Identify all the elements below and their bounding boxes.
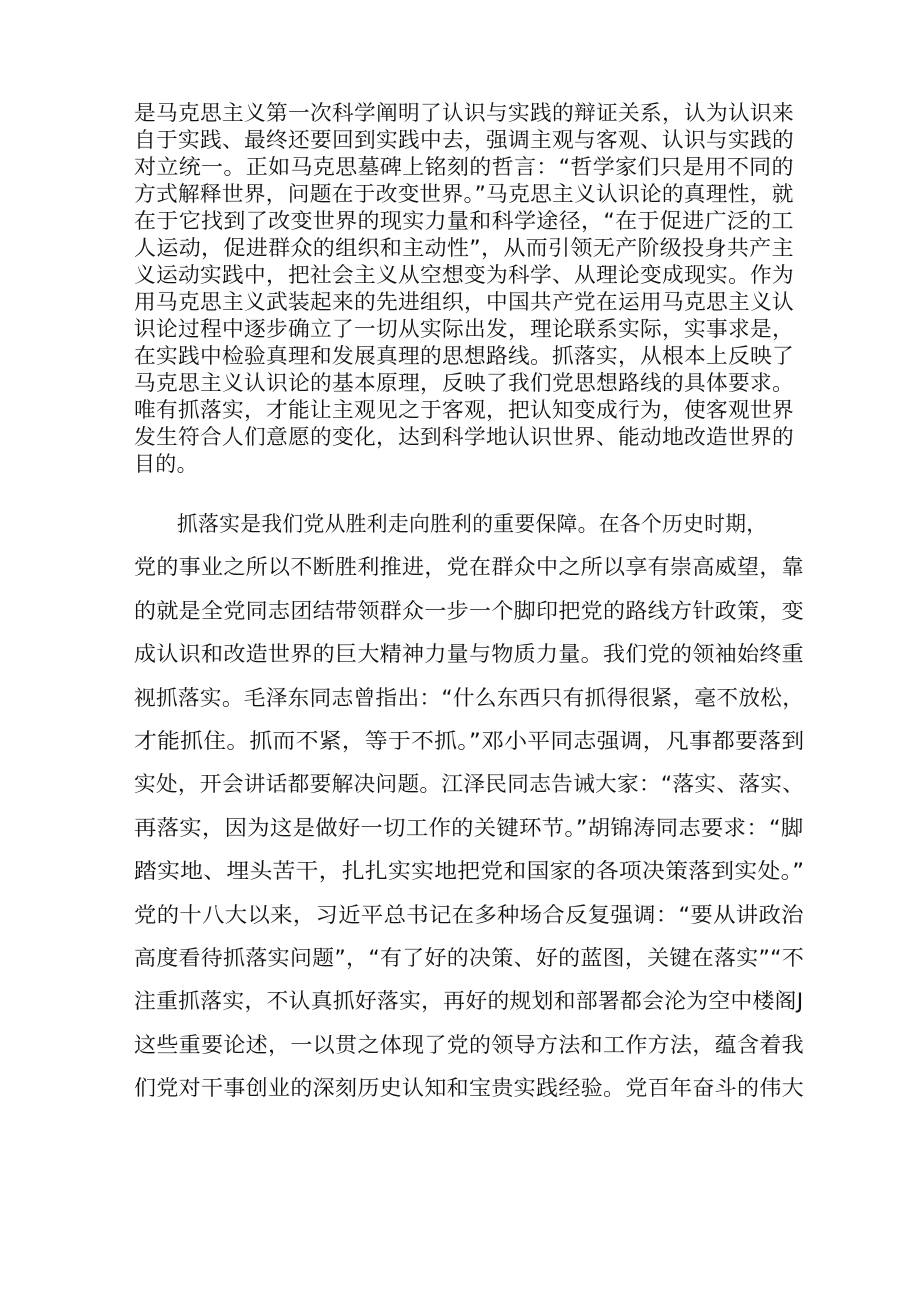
text-line: 党的十八大以来，习近平总书记在多种场合反复强调：“要从讲政治 [134,902,804,927]
text-line: 在实践中检验真理和发展真理的思想路线。抓落实，从根本上反映了 [134,344,794,368]
text-line: 在于它找到了改变世界的现实力量和科学途径，“在于促进广泛的工 [134,209,794,233]
text-line: 方式解释世界，问题在于改变世界。”马克思主义认识论的真理性，就 [134,182,794,206]
text-line: 是马克思主义第一次科学阐明了认识与实践的辩证关系，认为认识来 [134,101,794,125]
text-line: 视抓落实。毛泽东同志曾指出：“什么东西只有抓得很紧，毫不放松， [134,685,805,710]
text-line: 高度看待抓落实问题”，“有了好的决策、好的蓝图，关键在落实”“不 [134,946,805,970]
text-line: 马克思主义认识论的基本原理，反映了我们党思想路线的具体要求。 [134,371,794,395]
text-line: 实处，开会讲话都要解决问题。江泽民同志告诫大家：“落实、落实、 [134,772,805,797]
text-line: 注重抓落实，不认真抓好落实，再好的规划和部署都会沦为空中楼阁J [134,989,804,1014]
text-line: 目的。 [134,452,198,476]
text-line: 义运动实践中，把社会主义从空想变为科学、从理论变成现实。作为 [134,263,794,287]
text-line: 踏实地、埋头苦干，扎扎实实地把党和国家的各项决策落到实处。” [134,859,805,884]
text-line: 发生符合人们意愿的变化，达到科学地认识世界、能动地改造世界的 [134,425,794,449]
text-line: 抓落实是我们党从胜利走向胜利的重要保障。在各个历史时期， [177,512,768,536]
text-line: 再落实，因为这是做好一切工作的关键环节。”胡锦涛同志要求：“脚 [134,815,804,840]
text-line: 用马克思主义武装起来的先进组织，中国共产党在运用马克思主义认 [134,290,794,314]
text-line: 才能抓住。抓而不紧，等于不抓。”邓小平同志强调，凡事都要落到 [134,729,805,753]
text-line: 的就是全党同志团结带领群众一步一个脚印把党的路线方针政策，变 [134,598,804,623]
text-line: 这些重要论述，一以贯之体现了党的领导方法和工作方法，蕴含着我 [134,1032,804,1057]
text-line: 识论过程中逐步确立了一切从实际出发，理论联系实际，实事求是， [134,317,794,341]
text-line: 对立统一。正如马克思墓碑上铭刻的哲言：“哲学家们只是用不同的 [134,155,794,179]
text-line: 们党对干事创业的深刻历史认知和宝贵实践经验。党百年奋斗的伟大 [134,1076,804,1101]
text-line: 自于实践、最终还要回到实践中去，强调主观与客观、认识与实践的 [134,128,794,152]
text-line: 党的事业之所以不断胜利推进，党在群众中之所以享有崇高威望，靠 [134,555,804,580]
text-line: 成认识和改造世界的巨大精神力量与物质力量。我们党的领袖始终重 [134,642,804,667]
text-line: 人运动，促进群众的组织和主动性”，从而引领无产阶级投身共产主 [134,236,794,260]
text-line: 唯有抓落实，才能让主观见之于客观，把认知变成行为，使客观世界 [134,398,794,422]
